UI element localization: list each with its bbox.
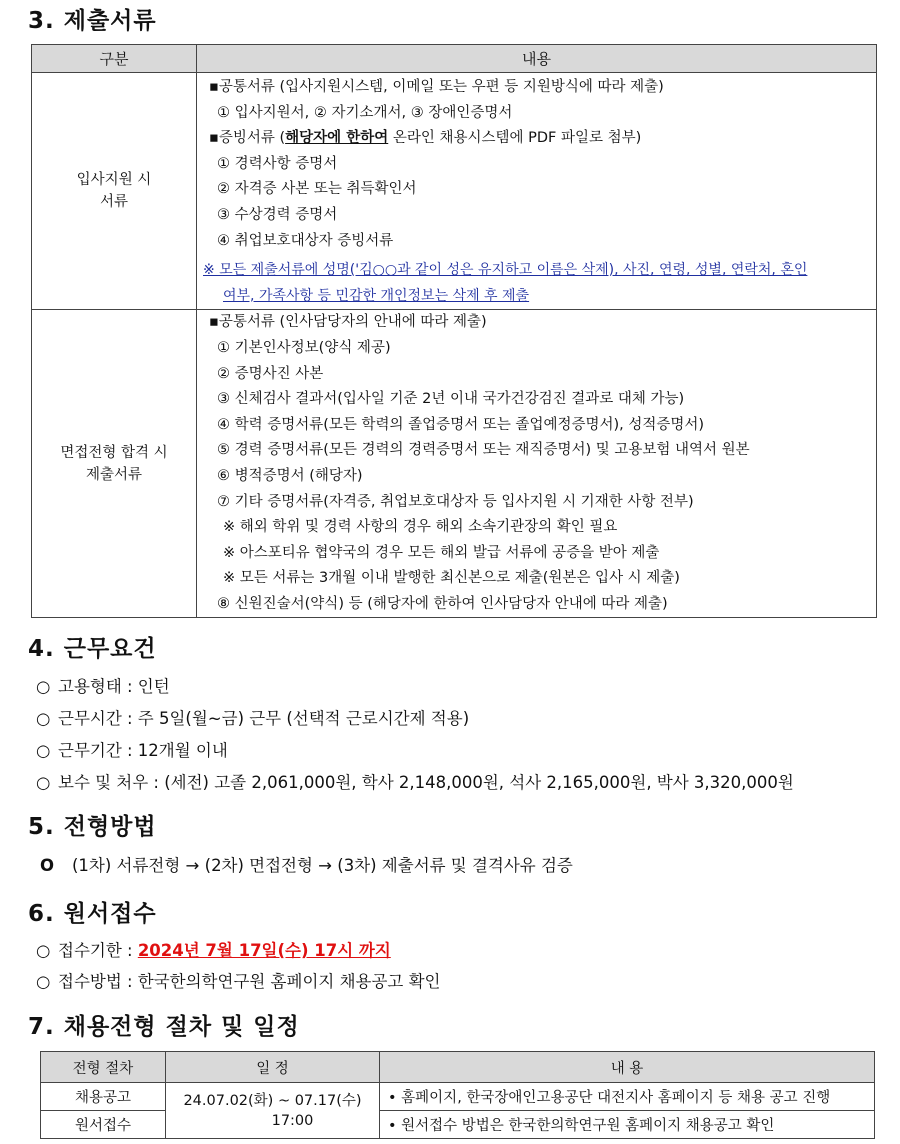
list-item: ④ 학력 증명서류(모든 학력의 졸업증명서 또는 졸업예정증명서), 성적증명서) [217,416,705,433]
list-item [36,968,440,992]
list-item [36,737,228,761]
circle-bullet-icon: ○ [36,972,51,991]
deadline-value: 2024년 7월 17일(수) 17시 까지 [137,941,391,960]
category-label: 면접전형 합격 시 [60,444,168,461]
section-6-title: 6. 원서접수 [28,901,157,927]
proof-label-post: 온라인 채용시스템에 PDF 파일로 첨부) [388,130,642,147]
list-item: ⑧ 신원진술서(약식) 등 (해당자에 한하여 인사담당자 안내에 따라 제출) [217,595,668,612]
step-cell: 채용공고 [41,1083,166,1111]
proof-label-emphasis: 해당자에 한하여 [285,130,389,147]
employment-type: 고용형태 : 인턴 [58,677,170,696]
section-5-title: 5. 전형방법 [28,814,157,840]
schedule-date: 24.07.02(화) ~ 07.17(수) [183,1092,362,1109]
submission-documents-table [31,44,877,618]
list-item [40,852,573,876]
work-period: 근무기간 : 12개월 이내 [58,741,228,760]
list-item: ④ 취업보호대상자 증빙서류 [217,232,394,249]
deadline-label: 접수기한 : [58,941,138,960]
list-item [36,673,170,697]
circle-bullet-icon: ○ [36,941,51,960]
section-3-title: 3. 제출서류 [28,8,157,34]
circle-bullet-icon: ○ [36,709,51,728]
common-docs-label: ▪공통서류 (입사지원시스템, 이메일 또는 우편 등 지원방식에 따라 제출) [209,79,664,95]
circle-bullet-icon: ○ [36,677,51,696]
schedule-cell [166,1083,380,1139]
privacy-note-cont: 여부, 가족사항 등 민감한 개인정보는 삭제 후 제출 [223,287,530,304]
circle-bullet-icon: ○ [36,773,51,792]
category-label: 입사지원 시 [76,172,152,189]
list-note: ※ 모든 서류는 3개월 이내 발행한 최신본으로 제출(원본은 입사 시 제출) [223,570,680,587]
header-content: 내 용 [380,1052,875,1083]
application-method: 접수방법 : 한국한의학연구원 홈페이지 채용공고 확인 [58,972,441,991]
selection-process: (1차) 서류전형 → (2차) 면접전형 → (3차) 제출서류 및 결격사유 검증 [72,856,573,875]
content-cell [197,73,877,310]
section-7-title: 7. 채용전형 절차 및 일정 [28,1014,300,1040]
salary: 보수 및 처우 : (세전) 고졸 2,061,000원, 학사 2,148,000원, 석사 2,165,000원, 박사 3,320,000원 [58,773,794,792]
section-4-title: 4. 근무요건 [28,636,157,662]
list-item: ① 경력사항 증명서 [217,155,338,172]
category-cell [32,310,197,618]
table-row [32,73,877,310]
step-cell: 원서접수 [41,1111,166,1139]
list-item [36,769,794,793]
list-item: ⑥ 병적증명서 (해당자) [217,467,363,484]
list-note: ※ 해외 학위 및 경력 사항의 경우 해외 소속기관장의 확인 필요 [223,519,618,536]
schedule-time: 17:00 [271,1112,314,1129]
table-header-row [41,1052,875,1083]
category-cell [32,73,197,310]
category-label: 서류 [99,194,128,211]
list-note: ※ 아스포티유 협약국의 경우 모든 해외 발급 서류에 공증을 받아 제출 [223,544,660,561]
circle-bullet-icon: ○ [36,741,51,760]
table-row [41,1083,875,1111]
table-header-row [32,45,877,73]
list-item [36,705,469,729]
list-item: ② 증명사진 사본 [217,365,324,382]
list-item: ① 기본인사정보(양식 제공) [217,339,391,356]
header-schedule: 일 정 [166,1052,380,1083]
list-item: ③ 수상경력 증명서 [217,206,338,223]
schedule-table [40,1051,875,1139]
content-cell: • 홈페이지, 한국장애인고용공단 대전지사 홈페이지 등 채용 공고 진행 [380,1083,875,1111]
content-cell [197,310,877,618]
header-category: 구분 [32,45,197,73]
header-content: 내용 [197,45,877,73]
work-hours: 근무시간 : 주 5일(월~금) 근무 (선택적 근로시간제 적용) [58,709,470,728]
list-item [36,937,391,961]
table-row [32,310,877,618]
proof-label-pre: ▪증빙서류 ( [209,130,286,147]
circle-bullet-icon: O [40,856,55,875]
privacy-note: ※ 모든 제출서류에 성명('김○○과 같이 성은 유지하고 이름은 삭제), 사진, 연령, 성별, 연락처, 혼인 [203,262,808,279]
common-docs-items: ① 입사지원서, ② 자기소개서, ③ 장애인증명서 [217,104,513,121]
content-cell: • 원서접수 방법은 한국한의학연구원 홈페이지 채용공고 확인 [380,1111,875,1139]
proof-docs-label [203,126,870,152]
common-docs-label: ▪공통서류 (인사담당자의 안내에 따라 제출) [209,314,487,331]
list-item: ② 자격증 사본 또는 취득확인서 [217,181,417,198]
list-item: ⑦ 기타 증명서류(자격증, 취업보호대상자 등 입사지원 시 기재한 사항 전부) [217,493,694,510]
header-step: 전형 절차 [41,1052,166,1083]
list-item: ⑤ 경력 증명서류(모든 경력의 경력증명서 또는 재직증명서) 및 고용보험 내역서 원본 [217,442,750,459]
category-label: 제출서류 [85,466,143,483]
list-item: ③ 신체검사 결과서(입사일 기준 2년 이내 국가건강검진 결과로 대체 가능) [217,391,685,408]
